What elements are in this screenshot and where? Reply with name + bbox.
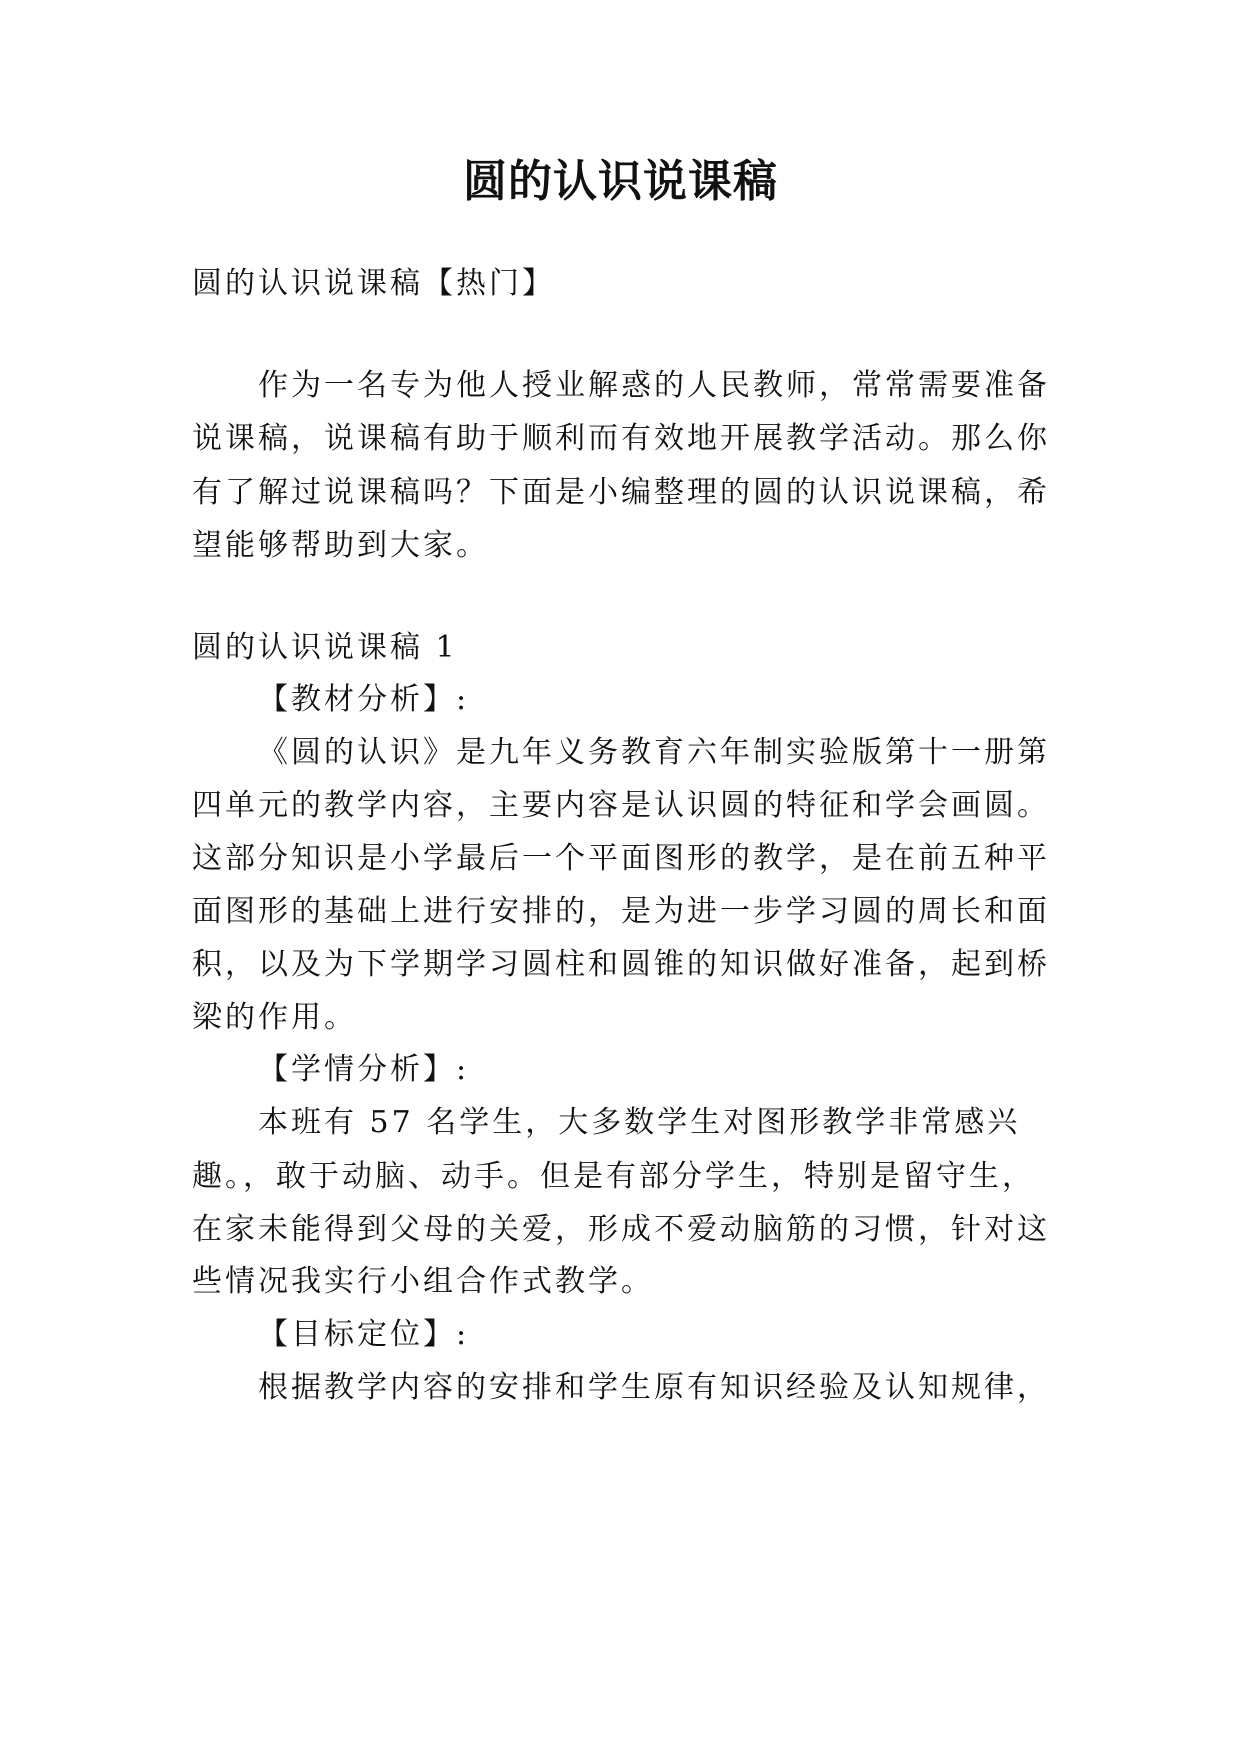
- document-title: 圆的认识说课稿: [463, 156, 778, 207]
- document-subtitle: 圆的认识说课稿【热门】: [192, 266, 555, 301]
- material-line-4: 面图形的基础上进行安排的，是为进一步学习圆的周长和面: [192, 894, 1050, 929]
- goal-heading: 【目标定位】:: [258, 1317, 470, 1352]
- student-line-1: 本班有 57 名学生，大多数学生对图形教学非常感兴: [258, 1105, 1021, 1140]
- student-heading: 【学情分析】:: [258, 1052, 470, 1087]
- intro-line-4: 望能够帮助到大家。: [192, 528, 489, 563]
- student-line-3: 在家未能得到父母的关爱，形成不爱动脑筋的习惯，针对这: [192, 1212, 1050, 1247]
- intro-line-3: 有了解过说课稿吗？下面是小编整理的圆的认识说课稿，希: [192, 475, 1050, 510]
- section-heading: 圆的认识说课稿 1: [192, 630, 458, 665]
- goal-line-1: 根据教学内容的安排和学生原有知识经验及认知规律，: [258, 1370, 1050, 1405]
- intro-line-2: 说课稿，说课稿有助于顺利而有效地开展教学活动。那么你: [192, 421, 1050, 456]
- material-line-3: 这部分知识是小学最后一个平面图形的教学，是在前五种平: [192, 841, 1050, 876]
- material-line-5: 积，以及为下学期学习圆柱和圆锥的知识做好准备，起到桥: [192, 947, 1050, 982]
- material-heading: 【教材分析】:: [258, 682, 470, 717]
- intro-line-1: 作为一名专为他人授业解惑的人民教师，常常需要准备: [258, 368, 1050, 403]
- student-line-4: 些情况我实行小组合作式教学。: [192, 1264, 654, 1299]
- material-line-6: 梁的作用。: [192, 1000, 357, 1035]
- material-line-1: 《圆的认识》是九年义务教育六年制实验版第十一册第: [258, 735, 1050, 770]
- material-line-2: 四单元的教学内容，主要内容是认识圆的特征和学会画圆。: [192, 788, 1050, 823]
- student-line-2: 趣。，敢于动脑、动手。但是有部分学生，特别是留守生，: [192, 1159, 1035, 1194]
